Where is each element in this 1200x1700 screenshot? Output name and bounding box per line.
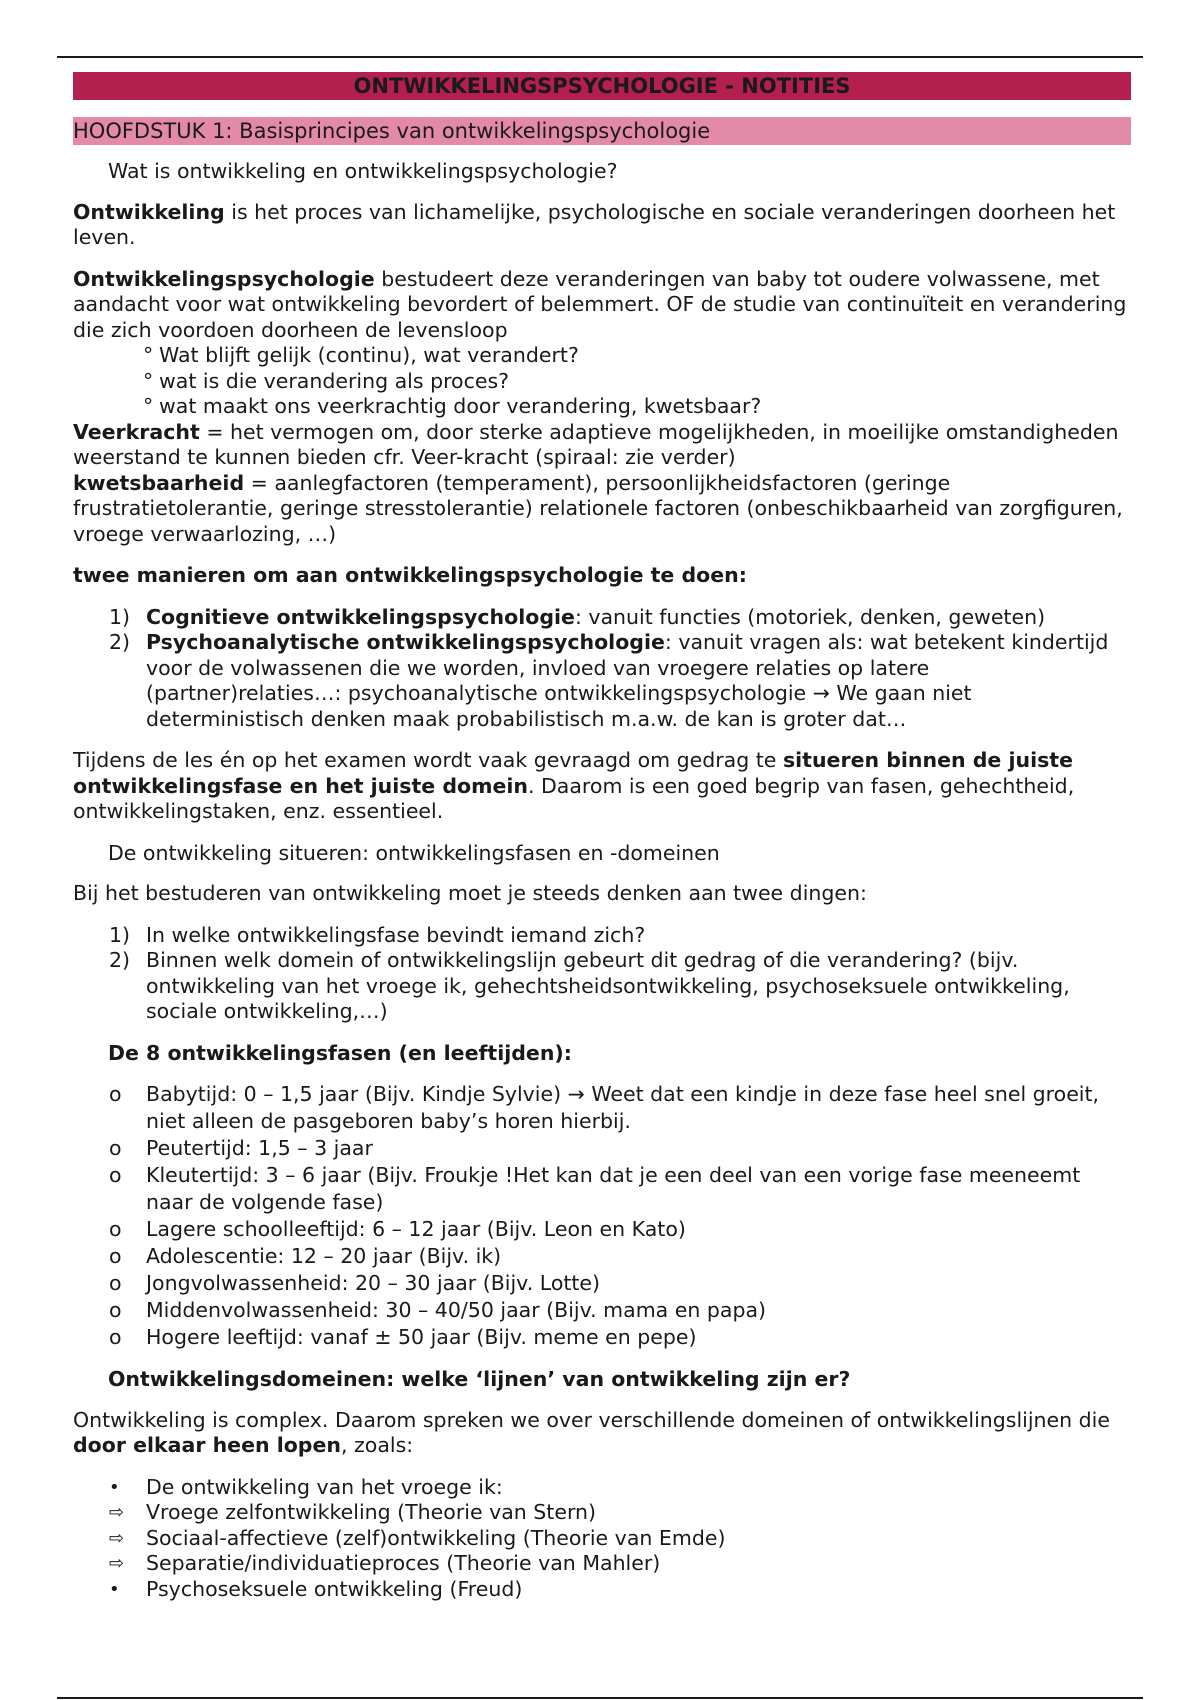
domains-list <box>73 1475 1131 1603</box>
degree-bullet-icon: ° <box>143 343 154 367</box>
list-item <box>73 948 1131 1025</box>
item-text: Babytijd: 0 – 1,5 jaar (Bijv. Kindje Sylvie) → Weet dat een kindje in deze fase heel snel groeit, niet alleen de pasgeboren baby’s horen hierbij. <box>146 1082 1100 1133</box>
item-text: : vanuit vragen als: wat betekent kindertijd voor de volwassenen die we worden, invloed van vroegere relaties op latere (partner)relaties…: psychoanalytische ontwikkelingspsychologie → We gaan niet deterministisch denken maak probabilistisch m.a.w. de kan is groter dat… <box>146 630 1109 731</box>
degree-bullet-item <box>73 343 1131 369</box>
bullet-text: Wat blijft gelijk (continu), wat verandert? <box>159 343 579 367</box>
item-text: : vanuit functies (motoriek, denken, geweten) <box>574 604 1046 629</box>
item-text: Sociaal-affectieve (zelf)ontwikkeling (Theorie van Emde) <box>146 1525 726 1550</box>
definition-text: = aanlegfactoren (temperament), persoonlijkheidsfactoren (geringe frustratietolerantie, geringe stresstolerantie) relationele factoren (onbeschikbaarheid van zorgfiguren, vroege verwaarlozing, …) <box>73 470 1123 546</box>
arrow-bullet-icon: ⇨ <box>109 1502 125 1523</box>
list-item <box>73 1500 1131 1526</box>
term: Cognitieve ontwikkelingspsychologie <box>146 604 575 629</box>
item-text: Middenvolwassenheid: 30 – 40/50 jaar (Bijv. mama en papa) <box>146 1298 767 1322</box>
item-text: Jongvolwassenheid: 20 – 30 jaar (Bijv. Lotte) <box>146 1271 601 1295</box>
intro-emphasis: door elkaar heen lopen <box>73 1433 341 1457</box>
circle-bullet-icon: o <box>109 1325 122 1349</box>
degree-bullet-item <box>73 369 1131 395</box>
definition-kwetsbaarheid <box>73 471 1131 548</box>
item-text: Hogere leeftijd: vanaf ± 50 jaar (Bijv. meme en pepe) <box>146 1325 697 1349</box>
definition-ontwikkelingspsychologie <box>73 267 1131 344</box>
list-item <box>73 1551 1131 1577</box>
bullet-text: wat maakt ons veerkrachtig door verandering, kwetsbaar? <box>159 394 762 418</box>
arrow-bullet-icon: ⇨ <box>109 1553 125 1574</box>
definition-text: is het proces van lichamelijke, psychologische en sociale veranderingen doorheen het leven. <box>73 199 1116 249</box>
two-ways-heading <box>73 563 1131 589</box>
intro-text: Ontwikkeling is complex. Daarom spreken we over verschillende domeinen of ontwikkelingslijnen die <box>73 1407 1110 1432</box>
note-emphasis: situeren binnen de juiste ontwikkelingsfase en het juiste domein <box>73 748 1074 798</box>
document-page <box>73 72 1131 1602</box>
degree-bullet-icon: ° <box>143 368 154 393</box>
intro-text: , zoals: <box>340 1433 414 1457</box>
question-heading-1: Wat is ontwikkeling en ontwikkelingspsychologie? <box>108 159 618 183</box>
definition-text: = het vermogen om, door sterke adaptieve mogelijkheden, in moeilijke omstandigheden weerstand te kunnen bieden cfr. Veer-kracht (spiraal: zie verder) <box>73 419 1119 469</box>
two-things-intro: Bij het bestuderen van ontwikkeling moet je steeds denken aan twee dingen: <box>73 881 867 905</box>
list-item <box>73 1081 1131 1135</box>
term: Veerkracht <box>73 419 200 444</box>
list-item <box>73 1526 1131 1552</box>
circle-bullet-icon: o <box>109 1217 122 1241</box>
list-item <box>73 630 1131 732</box>
degree-bullet-item <box>73 394 1131 420</box>
definition-veerkracht <box>73 420 1131 471</box>
circle-bullet-icon: o <box>109 1136 122 1160</box>
item-text: In welke ontwikkelingsfase bevindt iemand zich? <box>146 922 646 947</box>
definition-text: bestudeert deze veranderingen van baby tot oudere volwassene, met aandacht voor wat ontwikkeling bevordert of belemmert. OF de studie van continuïteit en verandering die zich voordoen doorheen de levensloop <box>73 266 1127 342</box>
list-item <box>73 1135 1131 1162</box>
item-text: Psychoseksuele ontwikkeling (Freud) <box>146 1576 523 1601</box>
circle-bullet-icon: o <box>109 1244 122 1268</box>
list-item <box>73 605 1131 631</box>
chapter-heading: HOOFDSTUK 1: Basisprincipes van ontwikkelingspsychologie <box>73 117 1131 145</box>
phases-heading: De 8 ontwikkelingsfasen (en leeftijden): <box>108 1040 572 1065</box>
list-number: 1) <box>109 604 131 629</box>
list-item <box>73 1297 1131 1324</box>
question-heading-2: De ontwikkeling situeren: ontwikkelingsfasen en -domeinen <box>108 840 720 865</box>
note-text: Tijdens de les én op het examen wordt vaak gevraagd om gedrag te <box>73 748 783 772</box>
list-item <box>73 1216 1131 1243</box>
item-text: Separatie/individuatieproces (Theorie van Mahler) <box>146 1551 661 1575</box>
domains-heading: Ontwikkelingsdomeinen: welke ‘lijnen’ van ontwikkeling zijn er? <box>108 1367 851 1391</box>
list-number: 2) <box>109 630 131 654</box>
list-item <box>73 1324 1131 1351</box>
circle-bullet-icon: o <box>109 1082 122 1106</box>
item-text: Peutertijd: 1,5 – 3 jaar <box>146 1136 373 1160</box>
circle-bullet-icon: o <box>109 1163 122 1187</box>
heading-text: twee manieren om aan ontwikkelingspsychologie te doen: <box>73 563 747 587</box>
list-item <box>73 1577 1131 1603</box>
definition-ontwikkeling <box>73 200 1131 251</box>
item-text: Vroege zelfontwikkeling (Theorie van Stern) <box>146 1500 596 1524</box>
circle-bullet-icon: o <box>109 1298 122 1322</box>
list-item <box>73 1475 1131 1501</box>
two-things-list <box>73 923 1131 1025</box>
list-number: 1) <box>109 922 131 947</box>
two-ways-list <box>73 605 1131 733</box>
item-text: Adolescentie: 12 – 20 jaar (Bijv. ik) <box>146 1244 502 1268</box>
exam-note <box>73 748 1131 825</box>
list-item <box>73 1270 1131 1297</box>
bullet-text: wat is die verandering als proces? <box>159 368 510 393</box>
term: kwetsbaarheid <box>73 470 245 495</box>
term: Ontwikkeling <box>73 199 225 224</box>
arrow-bullet-icon: ⇨ <box>109 1527 125 1549</box>
top-rule <box>57 56 1143 58</box>
item-text: Binnen welk domein of ontwikkelingslijn gebeurt dit gedrag of die verandering? (bijv. ontwikkeling van het vroege ik, gehechtsheidsontwikkeling, psychoseksuele ontwikkeling, sociale ontwikkeling,…) <box>146 948 1070 1023</box>
bottom-rule <box>57 1697 1143 1699</box>
item-text: Lagere schoolleeftijd: 6 – 12 jaar (Bijv. Leon en Kato) <box>146 1217 686 1241</box>
term: Psychoanalytische ontwikkelingspsychologie <box>146 630 665 654</box>
degree-bullet-icon: ° <box>143 394 154 418</box>
circle-bullet-icon: o <box>109 1271 122 1295</box>
bullet-icon: • <box>109 1476 120 1498</box>
item-text: De ontwikkeling van het vroege ik: <box>146 1474 503 1499</box>
list-item <box>73 923 1131 949</box>
item-text: Kleutertijd: 3 – 6 jaar (Bijv. Froukje !Het kan dat je een deel van een vorige fase meeneemt naar de volgende fase) <box>146 1163 1081 1214</box>
document-title: ONTWIKKELINGSPSYCHOLOGIE - NOTITIES <box>73 72 1131 100</box>
domains-intro <box>73 1408 1131 1459</box>
list-number: 2) <box>109 948 131 972</box>
phases-list <box>73 1081 1131 1351</box>
bullet-icon: • <box>109 1578 120 1600</box>
list-item <box>73 1162 1131 1216</box>
note-text: . Daarom is een goed begrip van fasen, gehechtheid, ontwikkelingstaken, enz. essentieel. <box>73 773 1075 823</box>
list-item <box>73 1243 1131 1270</box>
term: Ontwikkelingspsychologie <box>73 266 375 291</box>
